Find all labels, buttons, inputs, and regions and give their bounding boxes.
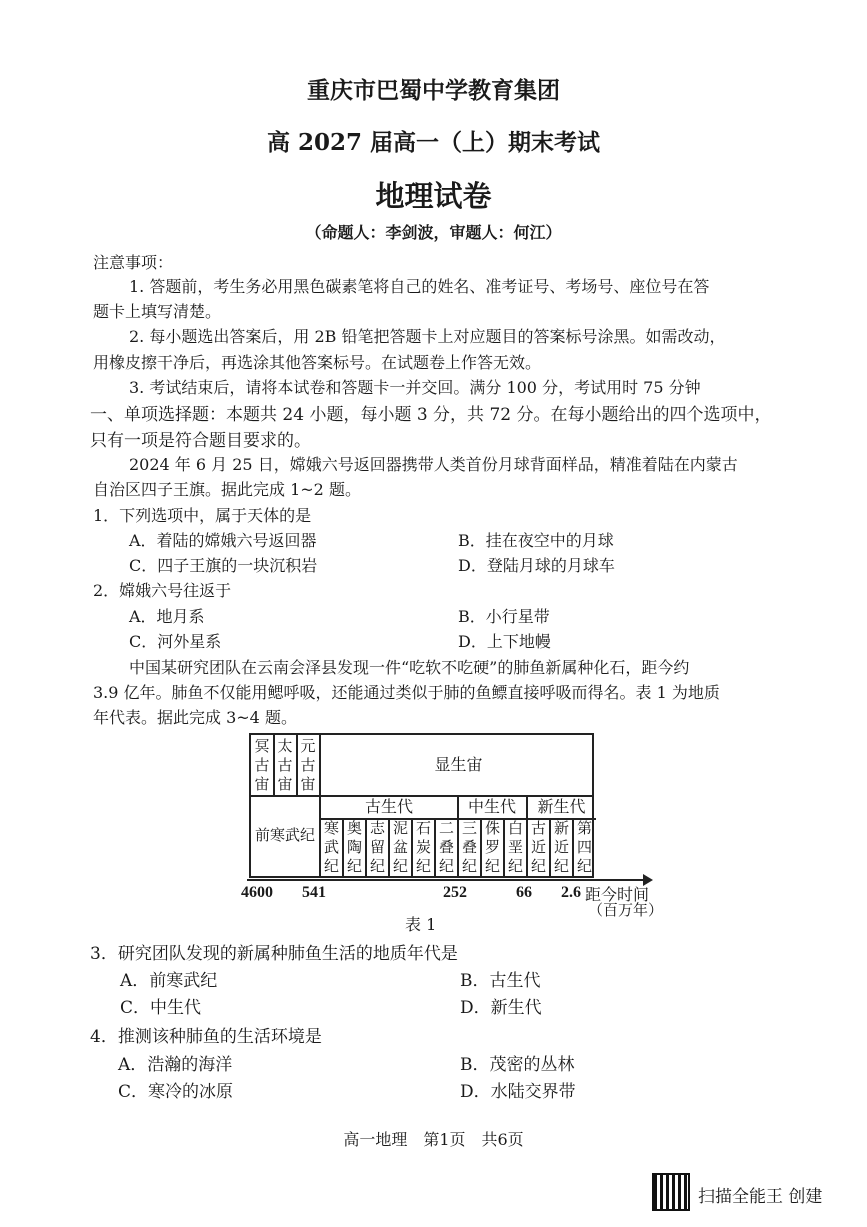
period-cell: 三 叠 纪 (461, 819, 477, 875)
note-3: 3. 考试结束后，请将本试卷和答题卡一并交回。满分 100 分，考试用时 75 分钟 (129, 378, 701, 397)
q1-option-d: D．登陆月球的月球车 (458, 556, 615, 575)
page-footer: 高一地理 第1页 共6页 (343, 1130, 524, 1149)
q1-option-a: A．着陆的嫦娥六号返回器 (129, 531, 317, 550)
period-cell: 寒 武 纪 (323, 819, 339, 875)
q4-option-b: B．茂密的丛林 (460, 1055, 575, 1075)
q3-option-d: D．新生代 (460, 998, 542, 1018)
notes-heading: 注意事项： (93, 253, 174, 272)
geologic-time-table (249, 733, 594, 878)
eon-hadean: 冥 古 宙 (254, 737, 270, 793)
period-cell: 奥 陶 纪 (346, 819, 362, 875)
era-mesozoic: 中生代 (467, 797, 516, 816)
tick-66: 66 (516, 884, 532, 901)
q4-stem: 4．推测该种肺鱼的生活环境是 (90, 1027, 322, 1047)
tick-2-6: 2.6 (561, 884, 581, 901)
era-paleozoic: 古生代 (364, 797, 413, 816)
section-heading-b: 只有一项是符合题目要求的。 (90, 431, 311, 451)
tick-4600: 4600 (241, 884, 273, 901)
q3-option-b: B．古生代 (460, 971, 541, 991)
section-heading-a: 一、单项选择题：本题共 24 小题，每小题 3 分，共 72 分。在每小题给出的四个选项中， (90, 405, 772, 425)
period-cell: 新 近 纪 (553, 819, 569, 875)
eon-proterozoic: 元 古 宙 (300, 737, 316, 793)
q3-option-c: C．中生代 (120, 998, 202, 1018)
passage2-c: 年代表。据此完成 3~4 题。 (93, 708, 297, 727)
q2-stem: 2．嫦娥六号往返于 (93, 581, 232, 600)
time-axis (247, 879, 645, 881)
passage2-a: 中国某研究团队在云南会泽县发现一件“吃软不吃硬”的肺鱼新属种化石，距今约 (129, 658, 690, 677)
period-cell: 志 留 纪 (369, 819, 385, 875)
q4-option-a: A．浩瀚的海洋 (118, 1055, 233, 1075)
q1-option-c: C．四子王旗的一块沉积岩 (129, 556, 318, 575)
axis-label: 距今时间 (585, 885, 650, 904)
q3-option-a: A．前寒武纪 (120, 971, 218, 991)
axis-unit: （百万年） (588, 901, 664, 919)
period-cell: 石 炭 纪 (415, 819, 431, 875)
note-1a: 1. 答题前，考生务必用黑色碳素笔将自己的姓名、准考证号、考场号、座位号在答 (129, 277, 710, 296)
period-cell: 侏 罗 纪 (484, 819, 500, 875)
qr-code-icon (652, 1173, 690, 1211)
q2-option-d: D．上下地幔 (458, 632, 551, 651)
note-2a: 2. 每小题选出答案后，用 2B 铅笔把答题卡上对应题目的答案标号涂黑。如需改动， (129, 327, 726, 346)
note-2b: 用橡皮擦干净后，再选涂其他答案标号。在试题卷上作答无效。 (93, 353, 542, 372)
q1-option-b: B．挂在夜空中的月球 (458, 531, 614, 550)
passage1-a: 2024 年 6 月 25 日，嫦娥六号返回器携带人类首份月球背面样品，精准着陆在内蒙古 (129, 455, 738, 474)
exam-name: 高 2027 届高一（上）期末考试 (266, 129, 601, 156)
note-1b: 题卡上填写清楚。 (93, 302, 222, 321)
q3-stem: 3．研究团队发现的新属种肺鱼生活的地质年代是 (90, 944, 458, 964)
q2-option-c: C．河外星系 (129, 632, 222, 651)
authors: （命题人：李剑波，审题人：何江） (305, 223, 562, 242)
q2-option-b: B．小行星带 (458, 607, 550, 626)
eon-phanerozoic: 显生宙 (434, 755, 483, 774)
q2-option-a: A．地月系 (129, 607, 205, 626)
period-cell: 泥 盆 纪 (392, 819, 408, 875)
tick-252: 252 (443, 884, 467, 901)
q1-stem: 1．下列选项中，属于天体的是 (93, 506, 312, 525)
era-cenozoic: 新生代 (537, 797, 586, 816)
scanner-watermark: 扫描全能王 创建 (698, 1187, 823, 1207)
table-caption: 表 1 (405, 915, 437, 934)
period-cell: 第 四 纪 (576, 819, 592, 875)
q4-option-c: C．寒冷的冰原 (118, 1082, 234, 1102)
q4-option-d: D．水陆交界带 (460, 1082, 576, 1102)
passage1-b: 自治区四子王旗。据此完成 1~2 题。 (93, 480, 361, 499)
school-name: 重庆市巴蜀中学教育集团 (307, 77, 560, 104)
eon-archean: 太 古 宙 (277, 737, 293, 793)
precambrian-label: 前寒武纪 (254, 826, 315, 844)
tick-541: 541 (302, 884, 326, 901)
paper-title: 地理试卷 (375, 179, 492, 213)
period-cell: 古 近 纪 (530, 819, 546, 875)
passage2-b: 3.9 亿年。肺鱼不仅能用鳃呼吸，还能通过类似于肺的鱼鳔直接呼吸而得名。表 1 为地质 (93, 683, 720, 702)
period-cell: 白 垩 纪 (507, 819, 523, 875)
period-cell: 二 叠 纪 (438, 819, 454, 875)
